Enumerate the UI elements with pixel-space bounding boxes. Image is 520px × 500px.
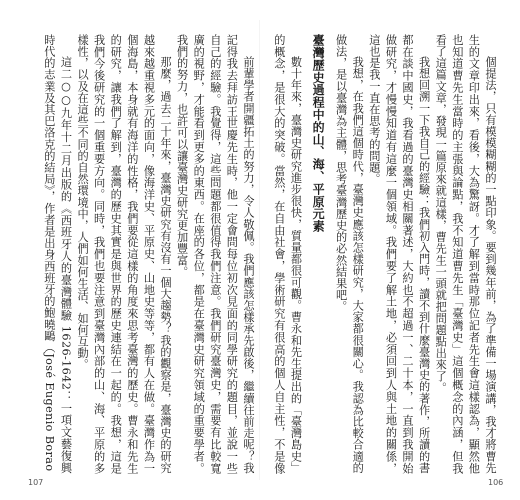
right-page	[270, 34, 498, 474]
page-number-right: 106	[488, 478, 504, 487]
book-gutter	[259, 20, 260, 480]
body-paragraph: 我想，在我們這個時代，臺灣史應該怎樣研究，大家都很關心。我認為比較合適的做法，是以臺灣為主體，思考臺灣歷史的必然結果吧。	[334, 34, 365, 474]
body-paragraph: 前輩學者開疆拓土的努力，令人敬佩。我們應該怎樣承先啟後，繼續往前走呢？我記得我去拜訪王世慶先生時，他一定會問每位初次見面的同學研究的題目，並說一些自己的經驗。我覺得，這些問題都很值得我們注意。我們研究臺灣史，需要有比較寬廣的視野，才能看到更多的東西。在座的各位，都是在臺灣史研究領域的重要學者。我們的努力，也許可以讓臺灣史研究更加豐富。	[175, 34, 255, 474]
body-paragraph: 數十年來，臺灣史研究進步很快，質量都很可觀。曹永和先生提出的「臺灣島史」的概念，是很大的突破。當然，在自由社會，學術研究有很高的個人自主性，不是像	[272, 34, 303, 474]
page-number-left: 107	[28, 478, 44, 487]
section-heading: 臺灣歷史過程中的山、海、平原元素	[311, 34, 326, 233]
body-paragraph: 我想回溯一下我自己的經驗：我們初入門時，讀不到什麼臺灣史的著作，所讀的書都在談中國史，我看過的臺灣史相關著述，大約也不超過一、二十本，一直到我開始做研究，才慢慢知道有這麼一個領域。我們要了解土地，必須回到人與土地的關係，這也是我一直在思考的問題。	[367, 34, 431, 474]
body-paragraph: 那麼，過去二十年來，臺灣史研究有沒有一個大趨勢？我的觀察是，臺灣史的研究越來越重視多元的面向，像海洋史、平原史、山地史等等，都有人在做。臺灣作為一個海島，本身就有海洋的性格，我們要從這樣的角度來思考臺灣的歷史。曹永和先生的研究，讓我們了解到，臺灣的歷史其實是與世界的歷史連結在一起的。我想，這是我們今後研究的一個重要方向。同時，我們也要注意到臺灣內部的山、海、平原的多樣性，以及在這些不同的自然環境中，人們如何生活、如何互動。	[76, 34, 173, 474]
left-page	[24, 34, 256, 474]
body-paragraph: 這二○○九年十二月出版的《西班牙人的臺灣體驗 1626-1642：一項文藝復興時代的志業及其巴洛克的結局》，作者是出身西班牙的鮑曉鷗（José Eugenio Borao	[42, 34, 73, 474]
body-paragraph: 個提法，只有模模糊糊的一點印象。要到幾年前，為了準備一場演講，我才將曹先生的文章印出來，看後，大為驚訝。才了解到當時那位記者先生會這樣認為，顯然他也知道曹先生當時的主張與論點，我不知道曹先生「臺灣史」這個概念的內涵，但我看了這篇文章，發現一篇原來就這樣，曹先生一頭就把問題點出來了。	[434, 34, 497, 474]
